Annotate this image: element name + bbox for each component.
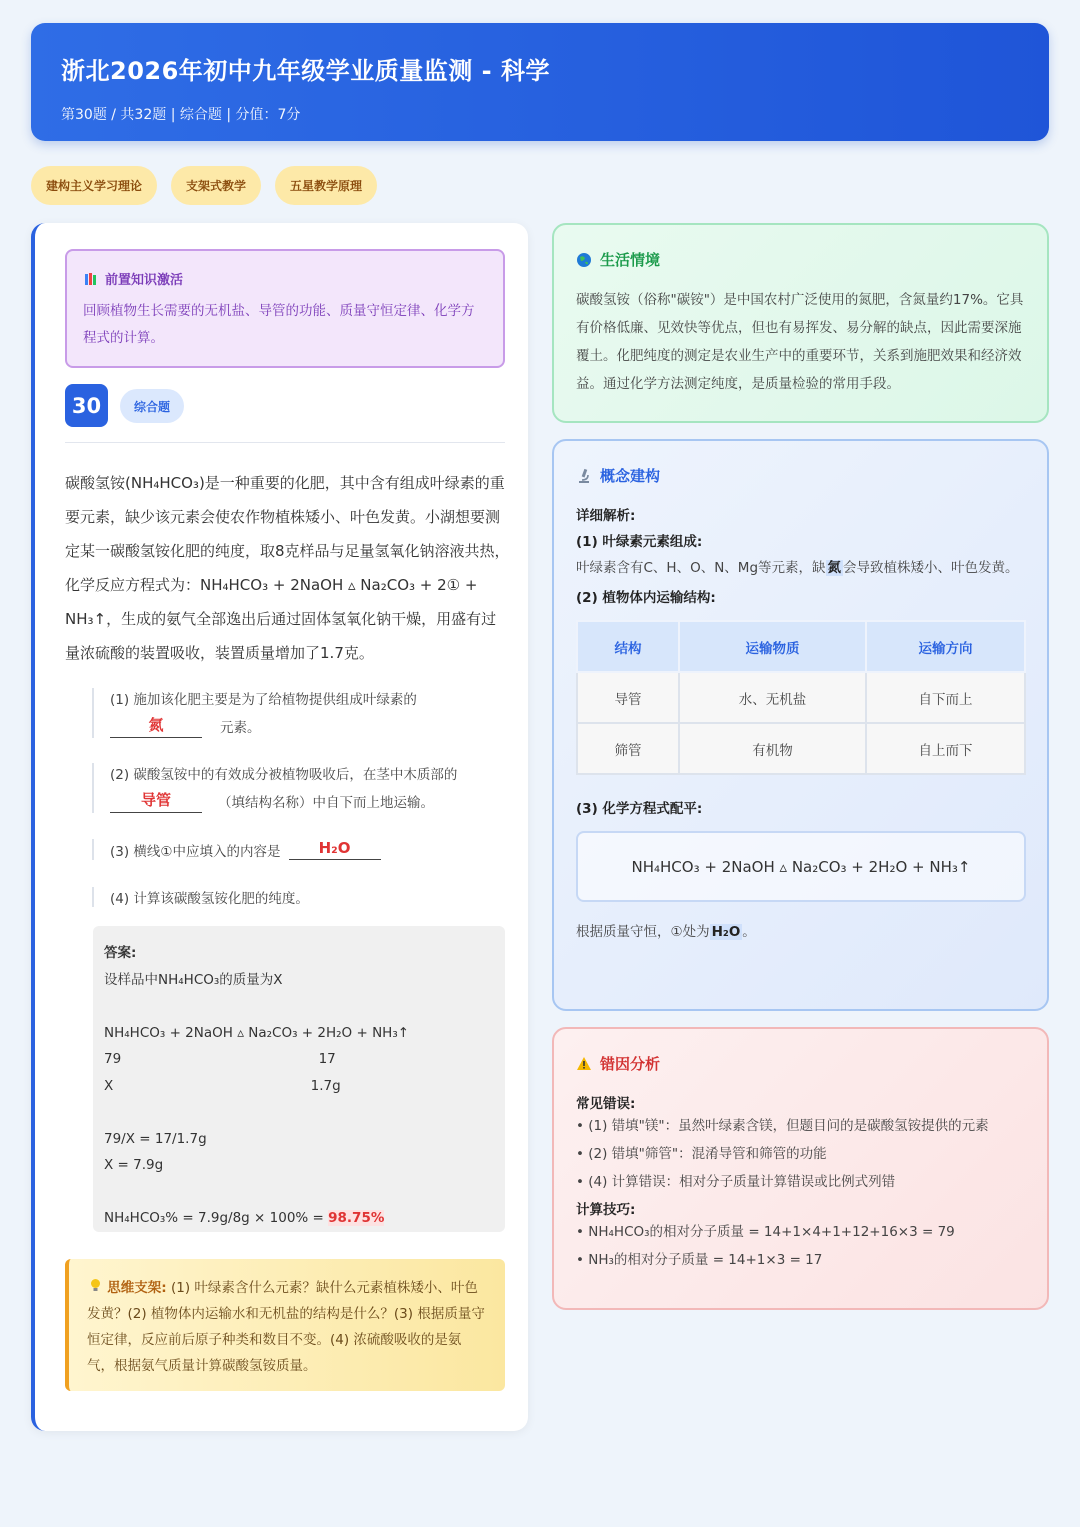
detail-label: 详细解析: — [576, 508, 636, 524]
thinking-scaffold-label: 思维支架: — [107, 1280, 167, 1296]
table-header: 运输方向 — [866, 621, 1025, 672]
list-item: • NH₄HCO₃的相对分子质量 = 14+1×4+1+12+16×3 = 79 — [576, 1224, 955, 1240]
warning-icon — [576, 1056, 592, 1072]
thinking-scaffold-text: (1) 叶绿素含什么元素？缺什么元素植株矮小、叶色发黄？(2) 植物体内运输水和无机盐的结构是什么？(3) 根据质量守恒定律，反应前后原子种类和数目不变。(4) 浓硫酸吸收的是氨气，根据氨气质量计算碳酸氢铵质量。 — [87, 1280, 485, 1374]
answer-blank-3: H₂O — [289, 839, 381, 860]
concept-panel — [552, 439, 1049, 1011]
nitrogen-highlight: 氮 — [827, 560, 842, 576]
concept-title — [576, 465, 1025, 486]
table-cell: 水、无机盐 — [679, 672, 866, 723]
answer-spacer-3 — [104, 1179, 494, 1206]
table-header: 运输物质 — [679, 621, 866, 672]
tag-constructivism: 建构主义学习理论 — [31, 166, 157, 205]
answer-line-6: X = 7.9g — [104, 1157, 164, 1173]
table-cell: 自上而下 — [866, 723, 1025, 774]
table-cell: 筛管 — [577, 723, 679, 774]
sub-question-3-line — [110, 839, 381, 860]
equation-box: NH₄HCO₃ + 2NaOH ▵ Na₂CO₃ + 2H₂O + NH₃↑ — [576, 831, 1026, 902]
table-cell: 有机物 — [679, 723, 866, 774]
prior-knowledge-title-text: 前置知识激活 — [105, 273, 184, 288]
answer-line-2: NH₄HCO₃ + 2NaOH ▵ Na₂CO₃ + 2H₂O + NH₃↑ — [104, 1024, 410, 1041]
answer-line-7 — [104, 1205, 494, 1232]
common-errors-label: 常见错误: — [576, 1096, 636, 1112]
answer-line-5: 79/X = 17/1.7g — [104, 1130, 207, 1147]
error-analysis-panel — [552, 1027, 1049, 1310]
answer-line-4: X 1.7g — [104, 1077, 341, 1094]
table-cell: 自下而上 — [866, 672, 1025, 723]
concept-section-2: (2) 植物体内运输结构: — [576, 590, 716, 606]
sub-question-4 — [92, 887, 309, 907]
answer-line-7-text: NH₄HCO₃% = 7.9g/8g × 100% = — [104, 1210, 329, 1226]
concept-section-1-text-a: 叶绿素含有C、H、O、N、Mg等元素，缺 — [576, 560, 826, 576]
globe-icon — [576, 252, 592, 268]
sub-question-3 — [92, 839, 381, 860]
answer-spacer-2 — [104, 1099, 494, 1126]
page-header — [31, 23, 1049, 141]
life-context-text: 碳酸氢铵（俗称"碳铵"）是中国农村广泛使用的氮肥，含氮量约17%。它具有价格低廉、见效快等优点，但也有易挥发、易分解的缺点，因此需要深施覆土。化肥纯度的测定是农业生产中的重要环节，关系到施肥效果和经济效益。通过化学方法测定纯度，是质量检验的常用手段。 — [576, 292, 1024, 392]
life-context-title — [576, 249, 1025, 270]
answer-spacer-1 — [104, 993, 494, 1020]
tag-five-star: 五星教学原理 — [275, 166, 377, 205]
concept-section-1-text — [576, 554, 1025, 582]
list-item: • (1) 错填"镁"：虽然叶绿素含镁，但题目问的是碳酸氢铵提供的元素 — [576, 1118, 989, 1134]
answer-box — [93, 926, 505, 1232]
question-number: 30 — [65, 384, 108, 427]
prior-knowledge-title — [83, 269, 487, 288]
sub-question-4-text: (4) 计算该碳酸氢铵化肥的纯度。 — [110, 891, 309, 907]
theory-tags — [31, 166, 377, 205]
prior-knowledge-text: 回顾植物生长需要的无机盐、导管的功能、质量守恒定律、化学方程式的计算。 — [83, 303, 475, 346]
sub-question-1 — [92, 688, 417, 738]
question-stem: 碳酸氢铵(NH₄HCO₃)是一种重要的化肥，其中含有组成叶绿素的重要元素，缺少该元素会使农作物植株矮小、叶色发黄。小湖想要测定某一碳酸氢铵化肥的纯度，取8克样品与足量氢氧化钠溶液共热，化学反应方程式为：NH₄HCO₃ + 2NaOH ▵ Na₂CO₃ + 2① + NH₃↑，生成的氨气全部逸出后通过固体氢氧化钠干燥，用盛有过量浓硫酸的装置吸收，装置质量增加了1.7克。 — [65, 474, 510, 662]
table-row — [577, 723, 1025, 774]
concept-section-1: (1) 叶绿素元素组成: — [576, 534, 703, 550]
table-cell: 导管 — [577, 672, 679, 723]
sub-question-2 — [92, 763, 457, 813]
answer-line-3: 79 17 — [104, 1051, 336, 1067]
sub-question-1-line2 — [110, 714, 417, 738]
calc-tips-label: 计算技巧: — [576, 1202, 636, 1218]
answer-line-1: 设样品中NH₄HCO₃的质量为X — [104, 971, 283, 988]
prior-knowledge-box — [65, 249, 505, 368]
answer-blank-1: 氮 — [110, 714, 202, 738]
concept-note — [576, 918, 1025, 946]
concept-section-1-text-b: 会导致植株矮小、叶色发黄。 — [843, 560, 1019, 576]
list-item: • (2) 错填"筛管"：混淆导管和筛管的功能 — [576, 1146, 827, 1162]
lightbulb-icon — [87, 1277, 103, 1293]
page-title: 浙北2026年初中九年级学业质量监测 - 科学 — [61, 57, 550, 85]
thinking-scaffold-box — [65, 1259, 505, 1391]
transport-table — [576, 620, 1026, 775]
divider — [65, 442, 505, 443]
list-item: • (4) 计算错误：相对分子质量计算错误或比例式列错 — [576, 1174, 896, 1190]
life-context-panel — [552, 223, 1049, 423]
sub-question-1-text: (1) 施加该化肥主要是为了给植物提供组成叶绿素的 — [110, 692, 417, 708]
sub-question-1-suffix: 元素。 — [220, 720, 261, 736]
error-analysis-title-text: 错因分析 — [600, 1055, 661, 1073]
answer-result: 98.75% — [328, 1210, 385, 1226]
concept-note-end: 。 — [742, 924, 756, 940]
sub-question-3-text: (3) 横线①中应填入的内容是 — [110, 843, 281, 860]
concept-section-3: (3) 化学方程式配平: — [576, 801, 703, 817]
error-analysis-title — [576, 1053, 1025, 1074]
sub-question-2-suffix: （填结构名称）中自下而上地运输。 — [218, 795, 434, 811]
question-meta: 第30题 / 共32题 | 综合题 | 分值：7分 — [61, 107, 301, 123]
table-row — [577, 672, 1025, 723]
water-highlight: H₂O — [711, 924, 741, 940]
life-context-title-text: 生活情境 — [600, 251, 661, 269]
sub-question-2-line2 — [110, 789, 457, 813]
concept-note-text: 根据质量守恒，①处为 — [576, 924, 710, 940]
table-header-row — [577, 621, 1025, 672]
table-header: 结构 — [577, 621, 679, 672]
question-card — [31, 223, 528, 1431]
books-icon — [83, 271, 99, 287]
microscope-icon — [576, 468, 592, 484]
concept-title-text: 概念建构 — [600, 467, 661, 485]
answer-label: 答案: — [104, 945, 137, 961]
tag-scaffolding: 支架式教学 — [171, 166, 261, 205]
answer-blank-2: 导管 — [110, 789, 202, 813]
question-type-badge: 综合题 — [120, 389, 184, 423]
sub-question-2-text: (2) 碳酸氢铵中的有效成分被植物吸收后，在茎中木质部的 — [110, 767, 458, 783]
list-item: • NH₃的相对分子质量 = 14+1×3 = 17 — [576, 1252, 823, 1268]
